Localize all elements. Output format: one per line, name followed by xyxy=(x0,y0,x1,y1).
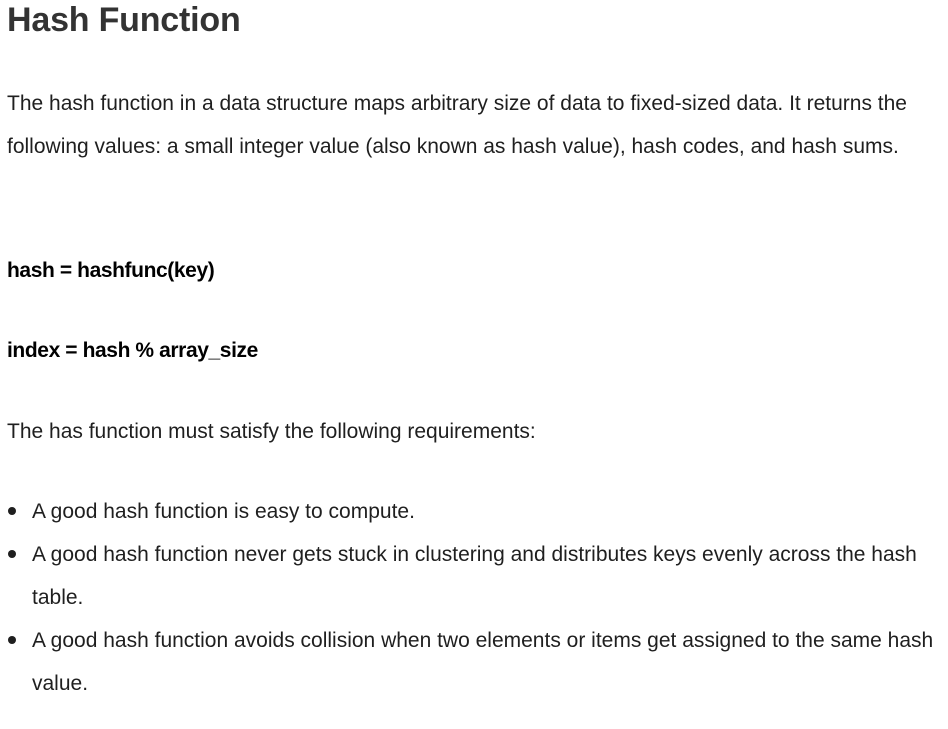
intro-paragraph: The hash function in a data structure maps arbitrary size of data to fixed-sized data. It returns the following values: a small integer value (also known as hash value), hash codes, and hash sums. xyxy=(7,92,907,158)
bullet-dot-icon xyxy=(8,636,16,644)
code-line-hash: hash = hashfunc(key) xyxy=(7,259,215,282)
list-item xyxy=(7,619,939,705)
list-item-text: A good hash function never gets stuck in clustering and distributes keys evenly across the hash table. xyxy=(32,543,917,609)
list-item xyxy=(7,533,939,619)
list-item-text: A good hash function is easy to compute. xyxy=(32,500,415,523)
list-item xyxy=(7,490,939,533)
requirements-heading: The has function must satisfy the following requirements: xyxy=(7,420,536,443)
requirements-list xyxy=(7,490,939,705)
list-item-text: A good hash function avoids collision when two elements or items get assigned to the same hash value. xyxy=(32,629,934,695)
page-title: Hash Function xyxy=(7,1,241,39)
bullet-dot-icon xyxy=(8,550,16,558)
bullet-dot-icon xyxy=(8,507,16,515)
code-line-index: index = hash % array_size xyxy=(7,339,258,362)
